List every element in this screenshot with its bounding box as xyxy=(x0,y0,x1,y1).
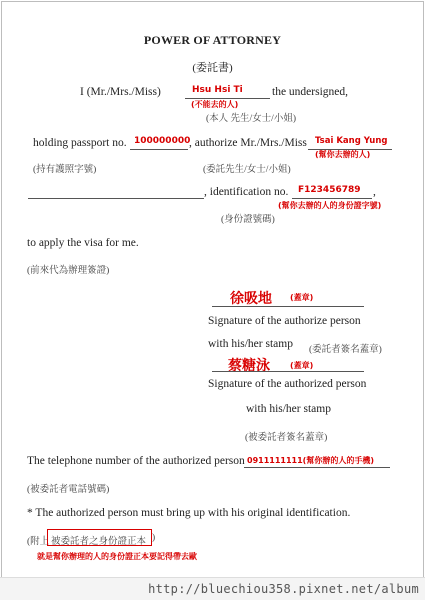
line2-middle: , authorize Mr./Mrs./Miss xyxy=(189,137,307,149)
line1-suffix: the undersigned, xyxy=(272,86,349,98)
line2-prefix: holding passport no. xyxy=(33,137,127,149)
filled-phone: 0911111111(幫你辦的人的手機) xyxy=(247,456,374,465)
document-subtitle: (委託書) xyxy=(192,62,233,74)
note-zh-suffix: ) xyxy=(152,533,156,543)
purpose-zh-note: (前來代為辦理簽證) xyxy=(27,266,110,276)
line3-middle: , identification no. xyxy=(204,186,289,198)
line3-zh-note: (身份證號碼) xyxy=(221,215,275,225)
principal-signature: 徐吸地 xyxy=(230,291,272,307)
id-annotation: (幫你去辦的人的身份證字號) xyxy=(278,201,382,210)
sig2-caption-line2: with his/her stamp xyxy=(246,403,331,415)
phone-label: The telephone number of the authorized person xyxy=(27,455,245,467)
filled-principal-name: Hsu Hsi Ti xyxy=(192,85,243,95)
footer-bar xyxy=(0,577,425,600)
note-zh-boxed: 被委託者之身份證正本 xyxy=(51,537,147,547)
document-title: POWER OF ATTORNEY xyxy=(143,33,282,47)
note-zh-prefix: (附上 xyxy=(27,537,50,547)
filled-passport-number: 100000000 xyxy=(134,136,191,146)
principal-stamp-note: (蓋章) xyxy=(290,293,314,302)
phone-zh-note: (被委託者電話號碼) xyxy=(27,485,110,495)
principal-signature-line xyxy=(212,306,364,307)
id-requirement-note: * The authorized person must bring up with his original identification. xyxy=(27,507,351,519)
agent-stamp-note: (蓋章) xyxy=(290,361,314,370)
line1-prefix: I (Mr./Mrs./Miss) xyxy=(80,86,161,98)
purpose-text: to apply the visa for me. xyxy=(27,237,139,249)
agent-signature-line xyxy=(212,371,364,372)
sig2-zh-note: (被委託者簽名蓋章) xyxy=(245,433,328,443)
filled-agent-name: Tsai Kang Yung xyxy=(315,136,388,146)
highlight-box xyxy=(47,529,152,546)
agent-annotation: (幫你去辦的人) xyxy=(315,150,371,159)
sig1-caption-line1: Signature of the authorize person xyxy=(208,315,361,327)
line3-end: , xyxy=(373,186,376,198)
line2-zh-left: (持有護照字號) xyxy=(33,165,97,175)
sig2-caption-line1: Signature of the authorized person xyxy=(208,378,367,390)
phone-underline xyxy=(244,467,390,468)
sig1-caption-zh: (委託者簽名蓋章) xyxy=(309,345,382,355)
filled-id-number: F123456789 xyxy=(298,185,361,195)
principal-annotation: (不能去的人) xyxy=(191,100,239,109)
id-underline xyxy=(292,198,372,199)
watermark-url: http://bluechiou358.pixnet.net/album xyxy=(148,582,419,596)
agent-signature: 蔡糖泳 xyxy=(228,358,270,374)
line3-blank-underline xyxy=(28,198,204,199)
note-annotation: 就是幫你辦理的人的身份證正本要記得帶去歐 xyxy=(37,552,197,561)
sig1-caption-line2: with his/her stamp xyxy=(208,338,293,350)
passport-underline xyxy=(130,149,188,150)
line1-zh-note: (本人 先生/女士/小姐) xyxy=(206,114,296,124)
line2-zh-right: (委託先生/女士/小姐) xyxy=(203,165,291,175)
